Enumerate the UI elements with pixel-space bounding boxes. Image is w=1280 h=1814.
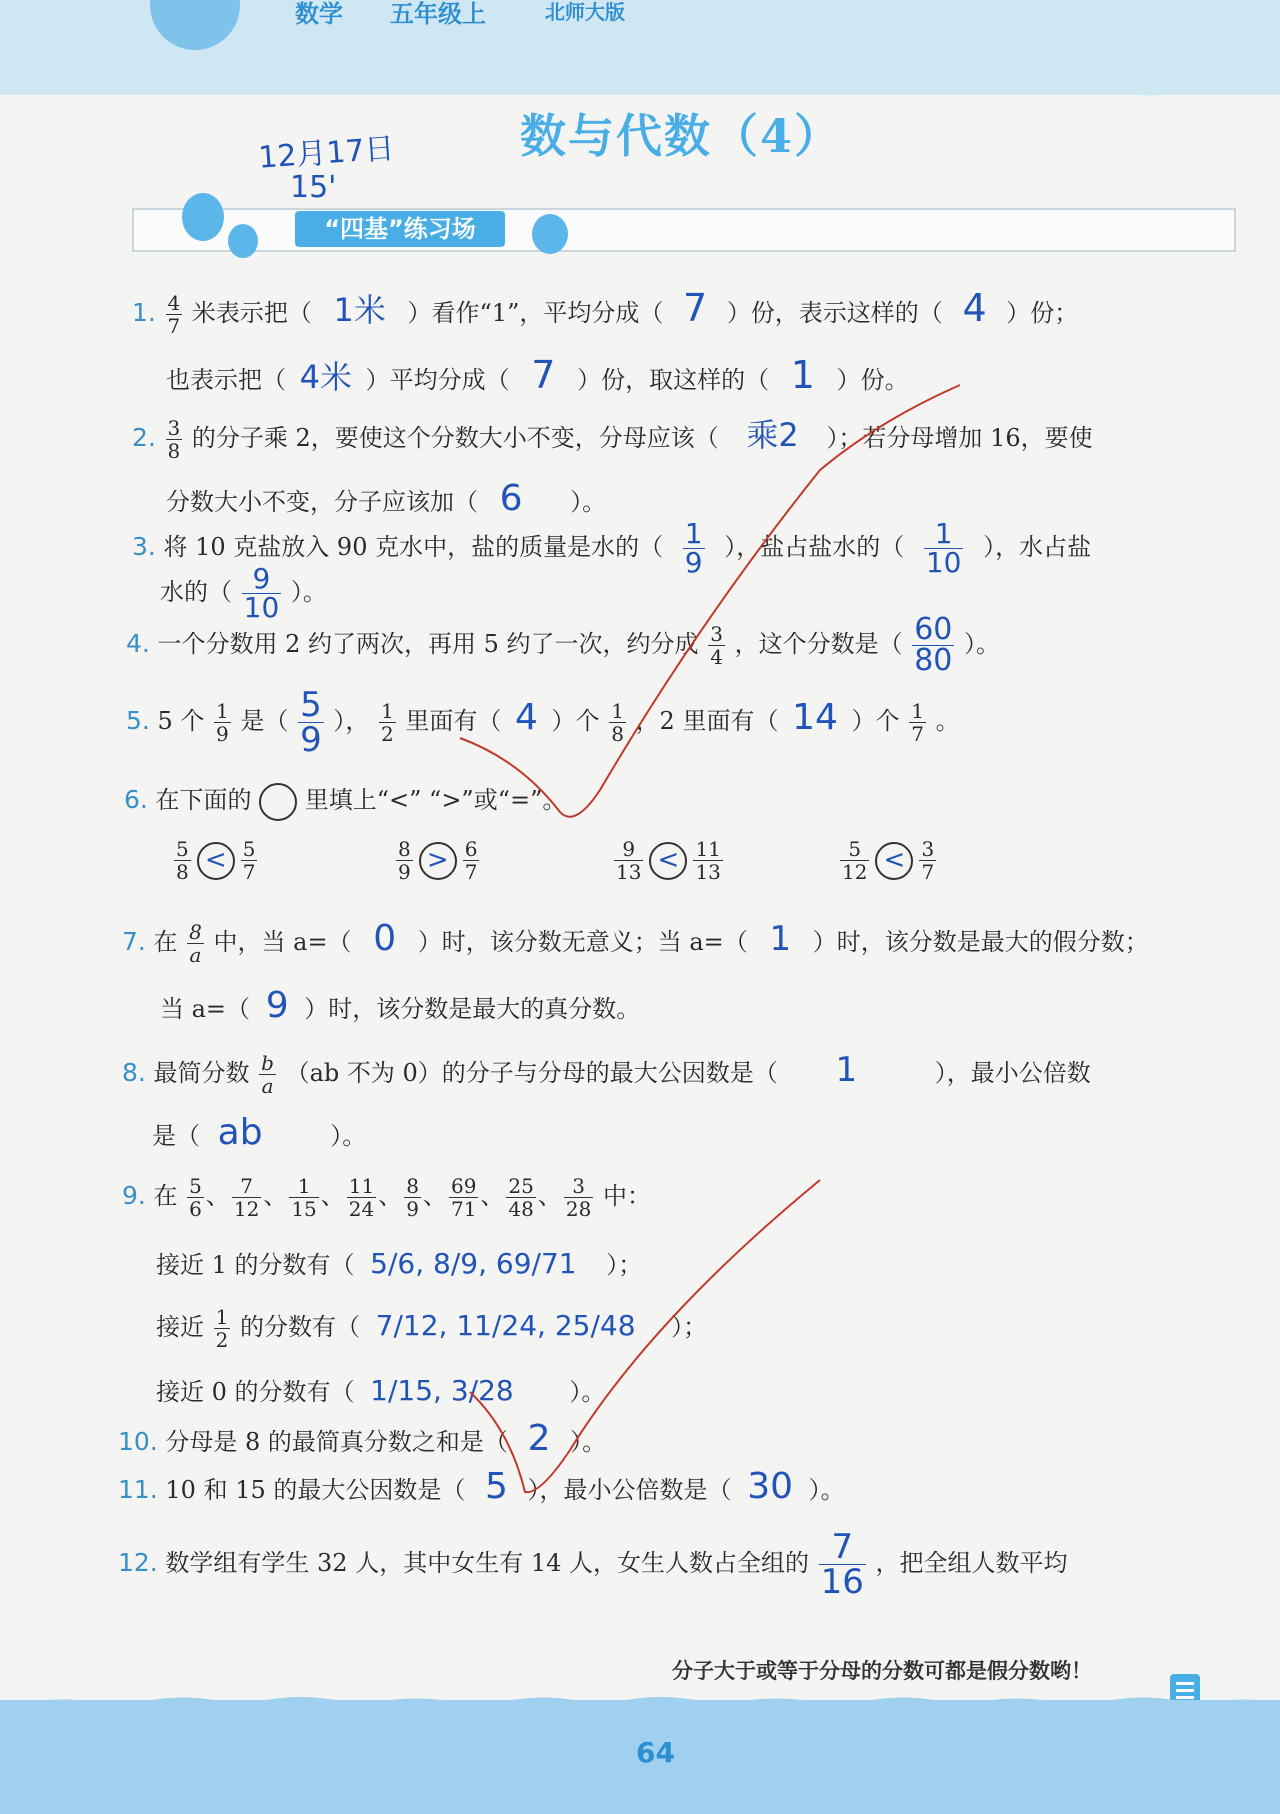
fraction: $\frac{8}{9}$ — [406, 1174, 419, 1221]
fraction: $\frac{5}{12}$ — [842, 837, 868, 884]
handwritten-answer: ab — [217, 1112, 263, 1153]
handwritten-answer: 9 — [265, 985, 289, 1026]
grade-label: 五年级上 — [390, 0, 486, 28]
handwritten-answer: 5/6, 8/9, 69/71 — [370, 1247, 577, 1280]
question-text: 也表示把（ — [166, 366, 286, 394]
tip-text: 分子大于或等于分母的分数可都是假分数哟！ — [672, 1659, 1092, 1683]
question-number: 11. — [118, 1475, 158, 1504]
question-text: 分数大小不变，分子应该加（ — [166, 488, 478, 516]
question-text: 里面有（ — [405, 707, 502, 735]
fraction: $\frac{5}{6}$ — [189, 1174, 202, 1221]
fraction: $\frac{69}{71}$ — [450, 1174, 477, 1221]
question-number: 6. — [124, 785, 148, 814]
question-text: 接近 — [156, 1313, 204, 1341]
question-text: 水的（ — [160, 578, 232, 606]
question-number: 10. — [118, 1427, 158, 1456]
question-text: 是（ — [240, 707, 289, 735]
fraction: $\frac{11}{24}$ — [348, 1174, 375, 1221]
handwritten-answer: 1/15, 3/28 — [370, 1374, 514, 1407]
fraction: $\frac{9}{13}$ — [616, 837, 642, 884]
handwritten-answer: 乘2 — [746, 416, 799, 454]
handwritten-time: 15' — [290, 170, 337, 205]
question-text: 中： — [602, 1182, 651, 1210]
fraction: $\frac{25}{48}$ — [508, 1174, 534, 1221]
question-text: ）， — [333, 707, 370, 735]
question-text: ，这个分数是（ — [734, 630, 903, 658]
handwritten-answer: 7/12, 11/24, 25/48 — [375, 1309, 636, 1342]
check-mark-icon — [470, 1180, 820, 1492]
handwritten-fraction-answer: $\frac{1}{9}$ — [684, 517, 703, 579]
question-number: 7. — [122, 927, 146, 956]
fraction: $\frac{b}{a}$ — [261, 1051, 274, 1098]
question-text: ），最小公倍数 — [934, 1059, 1091, 1087]
subject-label: 数学 — [295, 0, 343, 28]
handwritten-answer: 0 — [373, 918, 397, 959]
question-text: 是（ — [152, 1122, 200, 1150]
question-text: ）。 — [964, 630, 1001, 658]
comparison-answer: < — [649, 842, 687, 880]
handwritten-answer: 14 — [792, 697, 838, 738]
question-text: 当 a=（ — [160, 995, 251, 1023]
handwritten-fraction-answer: $\frac{9}{10}$ — [243, 562, 280, 624]
question-number: 8. — [122, 1058, 146, 1087]
question-text: 的分数有（ — [240, 1313, 361, 1341]
fraction: $\frac{3}{7}$ — [921, 837, 935, 884]
handwritten-answer: 4 — [515, 697, 538, 738]
question-text: ）。 — [570, 1428, 607, 1456]
fraction: $\frac{1}{2}$ — [380, 699, 394, 746]
question-text: 5 个 — [157, 707, 205, 735]
question-text: ）份。 — [836, 366, 909, 394]
fraction: $\frac{11}{13}$ — [695, 837, 721, 884]
question-text: 中，当 a=（ — [213, 928, 352, 956]
handwritten-fraction-answer: $\frac{7}{16}$ — [820, 1527, 864, 1602]
question-text: 的分子乘 2，要使这个分数大小不变，分母应该（ — [191, 424, 719, 452]
handwritten-answer: 7 — [531, 353, 556, 397]
handwritten-answer: 30 — [747, 1466, 794, 1507]
page-number: 64 — [636, 1736, 675, 1769]
fraction: $\frac{8}{9}$ — [398, 837, 411, 884]
handwritten-answer: 1 — [790, 353, 815, 397]
question-text: ），水占盐 — [983, 533, 1092, 561]
handwritten-answer: 7 — [682, 286, 708, 330]
handwritten-answer: 1米 — [333, 291, 386, 329]
question-number: 1. — [132, 298, 156, 327]
handwritten-fraction-answer: $\frac{5}{9}$ — [300, 685, 322, 760]
fraction: $\frac{8}{a}$ — [189, 920, 202, 967]
fraction: $\frac{1}{8}$ — [611, 699, 624, 746]
question-text: 。 — [935, 707, 960, 735]
fraction: $\frac{1}{9}$ — [216, 699, 229, 746]
question-text: ）份，表示这样的（ — [726, 299, 943, 327]
question-number: 5. — [126, 706, 150, 735]
page-title: 数与代数（4） — [520, 109, 843, 163]
question-text: 分母是 8 的最简真分数之和是（ — [165, 1428, 508, 1456]
fraction: $\frac{6}{7}$ — [464, 837, 478, 884]
question-text: 在下面的 — [155, 786, 252, 814]
fraction: $\frac{1}{2}$ — [215, 1305, 229, 1352]
question-text: ）。 — [808, 1476, 845, 1504]
fraction: $\frac{1}{15}$ — [291, 1174, 317, 1221]
question-text: ）；若分母增加 16，要使 — [826, 424, 1093, 452]
question-number: 4. — [126, 629, 150, 658]
question-text: 在 — [153, 928, 178, 956]
fraction: $\frac{3}{28}$ — [565, 1174, 592, 1221]
fraction: $\frac{4}{7}$ — [167, 291, 181, 338]
question-text: 最简分数 — [153, 1059, 250, 1087]
fraction: $\frac{3}{8}$ — [167, 416, 181, 463]
question-text: ）份； — [1006, 299, 1079, 327]
question-text: ）平均分成（ — [365, 366, 510, 394]
handwritten-answer: 6 — [499, 478, 523, 519]
question-text: 接近 1 的分数有（ — [156, 1251, 355, 1279]
question-text: ）时，该分数是最大的真分数。 — [304, 995, 641, 1023]
question-number: 2. — [132, 423, 156, 452]
comparison-answer: < — [875, 842, 913, 880]
question-text: 一个分数用 2 约了两次，再用 5 约了一次，约分成 — [157, 630, 699, 658]
comparison-answer: < — [197, 842, 235, 880]
fraction: $\frac{5}{7}$ — [242, 837, 256, 884]
question-text: ）； — [606, 1251, 643, 1279]
check-mark-icon — [460, 385, 960, 817]
question-text: （ab 不为 0）的分子与分母的最大公因数是（ — [285, 1059, 778, 1087]
question-text: 接近 0 的分数有（ — [156, 1378, 355, 1406]
handwritten-answer: 1 — [769, 919, 792, 959]
question-number: 9. — [122, 1181, 146, 1210]
question-text: ）个 — [551, 707, 600, 735]
question-text: ，把全组人数平均 — [875, 1549, 1068, 1577]
edition-label: 北师大版 — [545, 0, 625, 24]
section-label: “四基”练习场 — [295, 211, 505, 247]
handwritten-fraction-answer: $\frac{60}{80}$ — [914, 612, 953, 678]
handwritten-answer: 5 — [485, 1466, 508, 1507]
question-text: ）。 — [570, 488, 607, 516]
question-text: ）时，该分数无意义；当 a=（ — [417, 928, 748, 956]
handwritten-answer: 4 — [962, 286, 987, 330]
question-text: 将 10 克盐放入 90 克水中，盐的质量是水的（ — [163, 533, 664, 561]
question-number: 12. — [118, 1548, 158, 1577]
question-text: 10 和 15 的最大公因数是（ — [165, 1476, 466, 1504]
question-text: ），最小公倍数是（ — [527, 1476, 732, 1504]
question-text: 米表示把（ — [191, 299, 312, 327]
question-text: ）份，取这样的（ — [577, 366, 770, 394]
comparison-answer: > — [419, 842, 457, 880]
question-text: ）。 — [330, 1122, 367, 1150]
question-text: 数学组有学生 32 人，其中女生有 14 人，女生人数占全组的 — [165, 1549, 809, 1577]
question-text: ）。 — [290, 578, 327, 606]
question-text: 在 — [153, 1182, 178, 1210]
question-text: ），盐占盐水的（ — [724, 533, 905, 561]
question-9: 9. 在 $\frac{5}{6}$ 、 $\frac{7}{12}$ 、 $\frac{1}{15}$ 、 $\frac{11}{24}$ 、 $\frac{8}{9}$ 、 $\frac{69}{71}$ 、 $\frac{25}{48}$ 、 $\frac{3}{28}$ 中： — [122, 1174, 651, 1221]
handwritten-fraction-answer: $\frac{1}{10}$ — [925, 517, 962, 579]
fraction: $\frac{1}{7}$ — [911, 699, 924, 746]
question-number: 3. — [132, 532, 156, 561]
question-text: ）看作“1”，平均分成（ — [407, 299, 664, 327]
fraction: $\frac{3}{4}$ — [710, 622, 723, 669]
question-text: ）时，该分数是最大的假分数； — [812, 928, 1149, 956]
question-text: 里填上“<” “>”或“=”。 — [304, 786, 567, 814]
fraction: $\frac{5}{8}$ — [176, 837, 189, 884]
question-text: ）个 — [851, 707, 900, 735]
handwritten-date: 12月17日 — [257, 131, 396, 176]
question-text: ，2 里面有（ — [635, 707, 779, 735]
question-text: ）； — [671, 1313, 708, 1341]
fraction: $\frac{7}{12}$ — [233, 1174, 260, 1221]
question-text: ）。 — [569, 1378, 606, 1406]
handwritten-answer: 4米 — [299, 358, 353, 396]
handwritten-answer: 1 — [835, 1050, 858, 1090]
handwritten-answer: 2 — [527, 1418, 551, 1459]
